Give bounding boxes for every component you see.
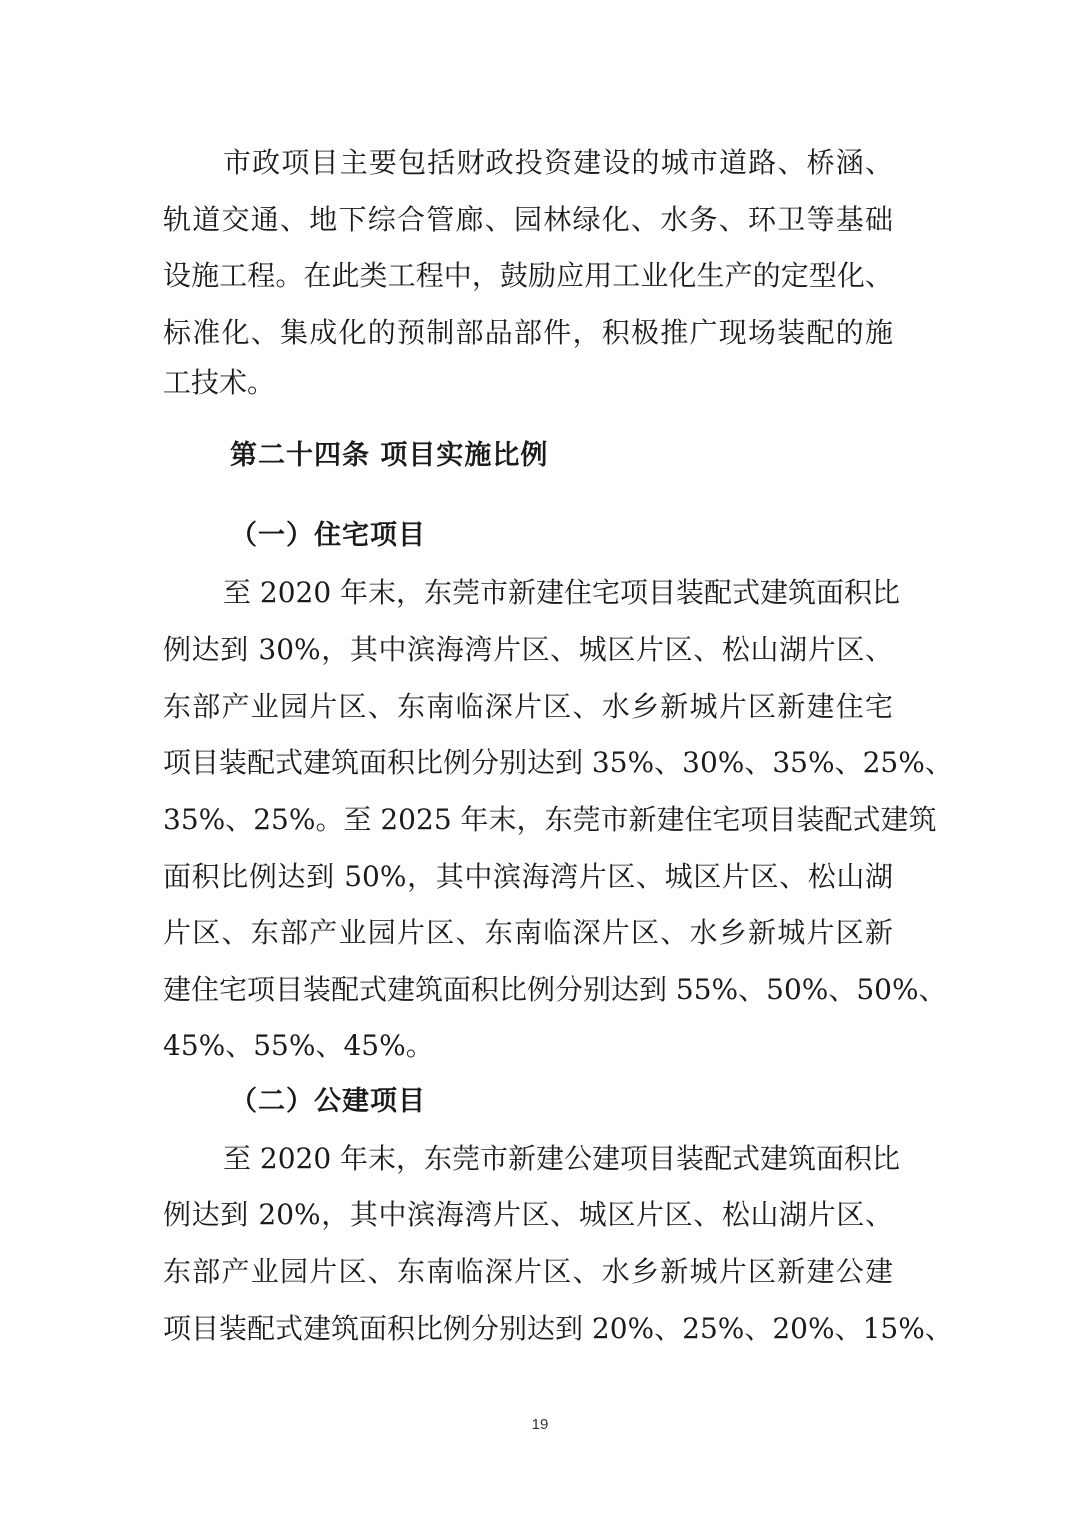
section-line: 例达到 30%，其中滨海湾片区、城区片区、松山湖片区、	[163, 633, 893, 666]
section-line: 面积比例达到 50%，其中滨海湾片区、城区片区、松山湖	[163, 860, 893, 893]
section-line: 至 2020 年末，东莞市新建公建项目装配式建筑面积比	[223, 1142, 901, 1175]
article-heading: 第二十四条 项目实施比例	[230, 440, 549, 471]
section-line: 片区、东部产业园片区、东南临深片区、水乡新城片区新	[163, 916, 893, 949]
paragraph-line: 工技术。	[163, 366, 276, 399]
section-line: 建住宅项目装配式建筑面积比例分别达到 55%、50%、50%、	[163, 973, 947, 1006]
section-line: 东部产业园片区、东南临深片区、水乡新城片区新建住宅	[163, 690, 893, 723]
section-line: 例达到 20%，其中滨海湾片区、城区片区、松山湖片区、	[163, 1198, 893, 1231]
section-line: 45%、55%、45%。	[163, 1029, 434, 1062]
paragraph-line: 设施工程。在此类工程中，鼓励应用工业化生产的定型化、	[163, 259, 893, 292]
paragraph-line: 轨道交通、地下综合管廊、园林绿化、水务、环卫等基础	[163, 203, 893, 236]
paragraph-line: 市政项目主要包括财政投资建设的城市道路、桥涵、	[223, 146, 893, 179]
page-number: 19	[531, 1416, 549, 1433]
section-heading-public: （二）公建项目	[230, 1086, 426, 1117]
section-line: 35%、25%。至 2025 年末，东莞市新建住宅项目装配式建筑	[163, 803, 937, 836]
paragraph-line: 标准化、集成化的预制部品部件，积极推广现场装配的施	[163, 316, 893, 349]
section-heading-residential: （一）住宅项目	[230, 520, 426, 551]
section-line: 项目装配式建筑面积比例分别达到 35%、30%、35%、25%、	[163, 746, 953, 779]
section-line: 项目装配式建筑面积比例分别达到 20%、25%、20%、15%、	[163, 1312, 953, 1345]
section-line: 东部产业园片区、东南临深片区、水乡新城片区新建公建	[163, 1255, 893, 1288]
section-line: 至 2020 年末，东莞市新建住宅项目装配式建筑面积比	[223, 576, 901, 609]
